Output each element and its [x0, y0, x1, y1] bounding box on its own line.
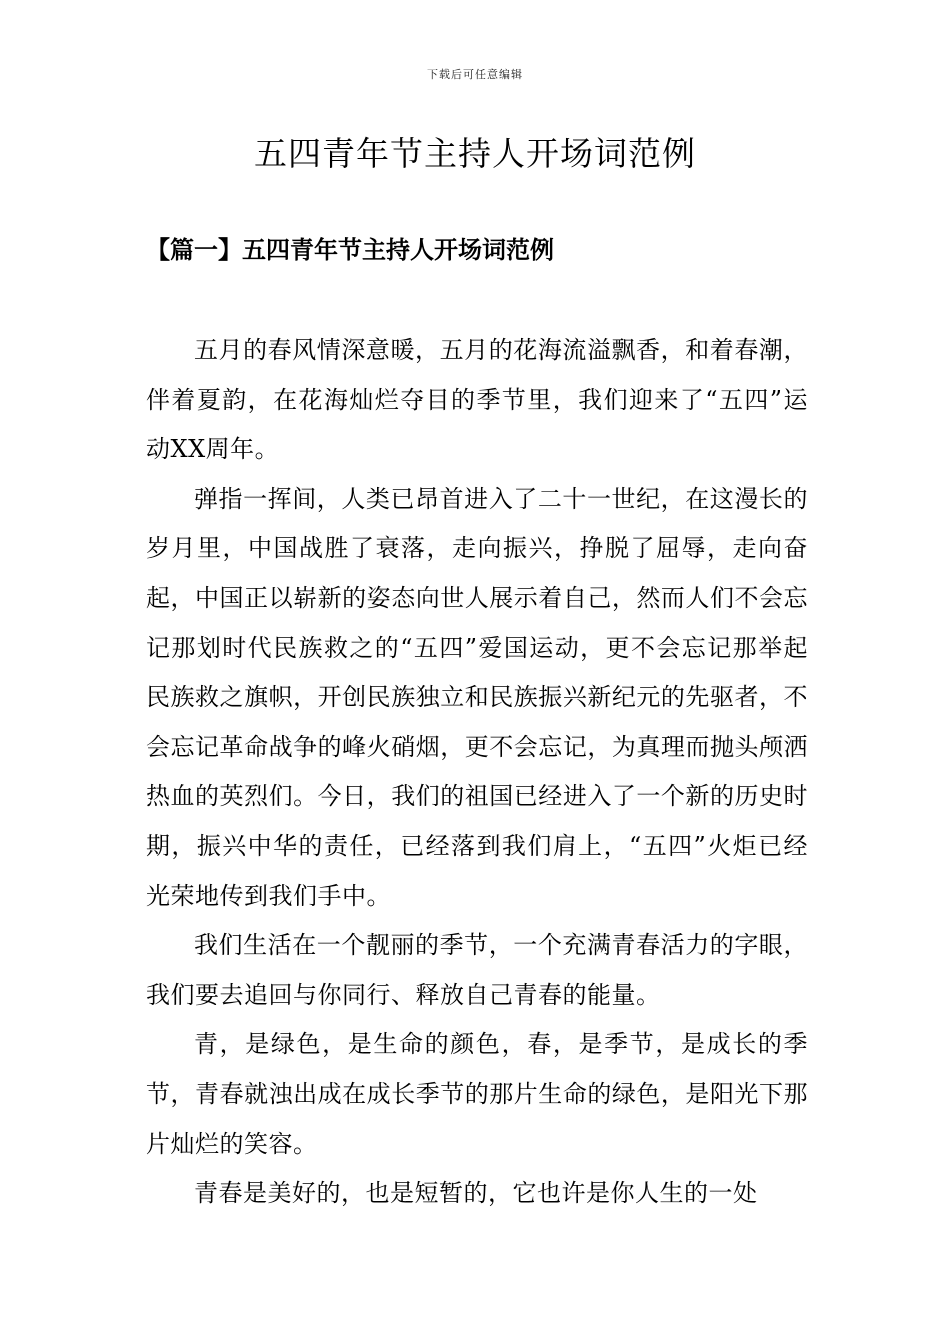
paragraph: 我们生活在一个靓丽的季节，一个充满青春活力的字眼，我们要去追回与你同行、释放自己青春的能量。 [146, 931, 808, 1009]
header-note: 下载后可任意编辑 [427, 68, 523, 81]
paragraph: 青春是美好的，也是短暂的，它也许是你人生的一处 [194, 1179, 758, 1208]
paragraph: 青，是绿色，是生命的颜色，春，是季节，是成长的季节，青春就浊出成在成长季节的那片生命的绿色，是阳光下那片灿烂的笑容。 [146, 1030, 808, 1158]
document-body [146, 326, 808, 1219]
paragraph: 五月的春风情深意暖，五月的花海流溢飘香，和着春潮，伴着夏韵，在花海灿烂夺目的季节里，我们迎来了“五四”运动XX周年。 [146, 336, 808, 464]
paragraph: 弹指一挥间，人类已昂首进入了二十一世纪，在这漫长的岁月里，中国战胜了衰落，走向振兴，挣脱了屈辱，走向奋起，中国正以崭新的姿态向世人展示着自己，然而人们不会忘记那划时代民族救之的“五四”爱国运动，更不会忘记那举起民族救之旗帜，开创民族独立和民族振兴新纪元的先驱者，不会忘记革命战争的峰火硝烟，更不会忘记，为真理而抛头颅洒热血的英烈们。今日，我们的祖国已经进入了一个新的历史时期，振兴中华的责任，已经落到我们肩上，“五四”火炬已经光荣地传到我们手中。 [146, 484, 808, 910]
section-heading: 【篇一】五四青年节主持人开场词范例 [146, 235, 554, 264]
document-title: 五四青年节主持人开场词范例 [254, 134, 696, 173]
